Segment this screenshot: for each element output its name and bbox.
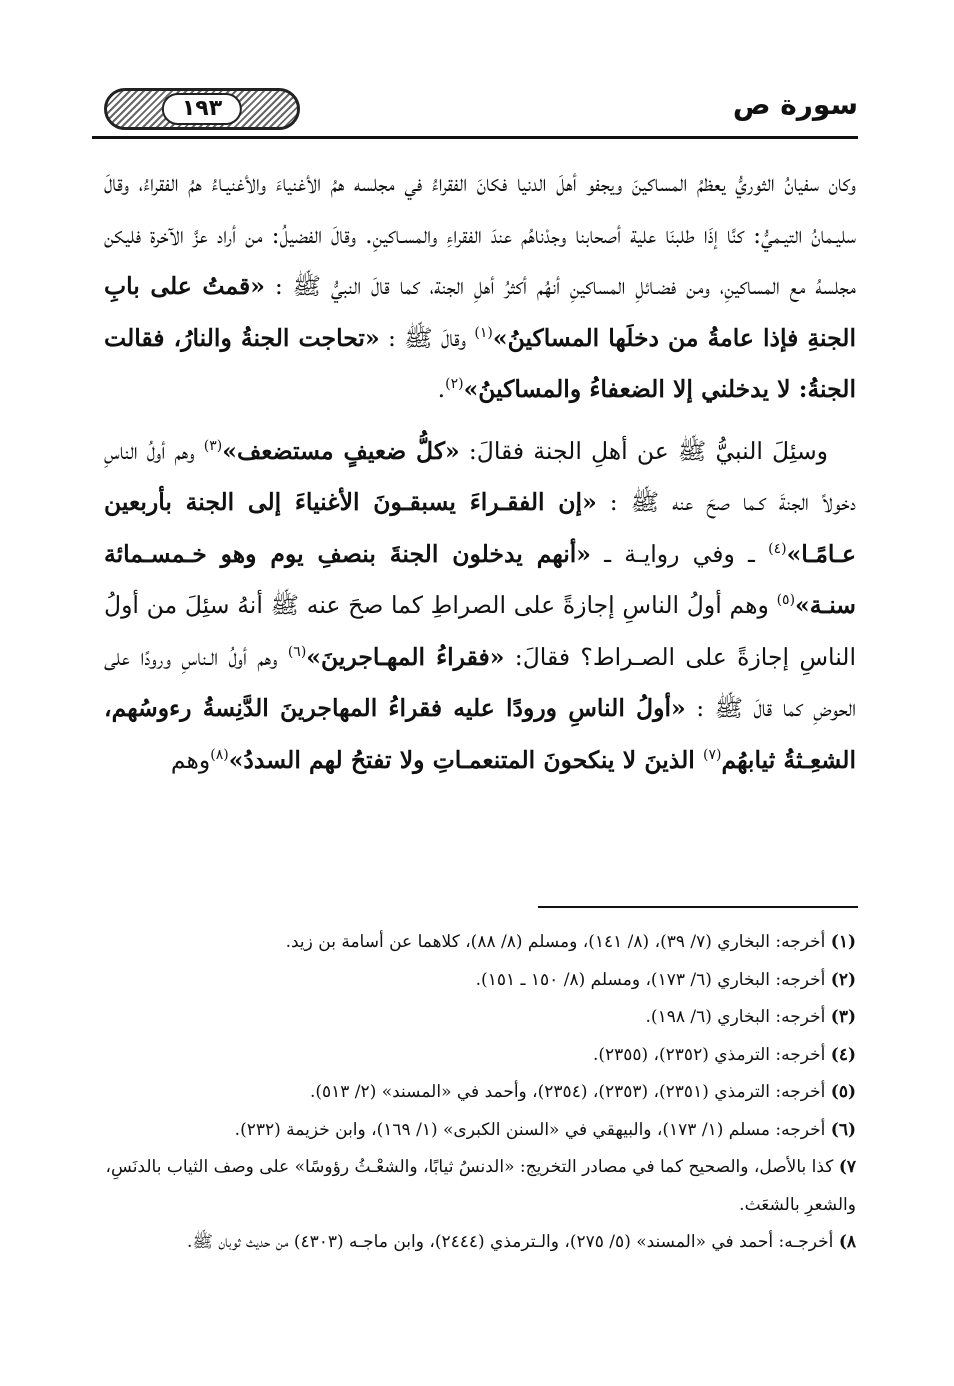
page-header bbox=[92, 84, 858, 140]
hadith-quote: «كلُّ ضعيفٍ مستضعف» bbox=[222, 436, 460, 465]
footnote-number: (٣) bbox=[830, 1007, 856, 1027]
footnote-number: (٢) bbox=[830, 969, 856, 990]
footnote-reference: (٣) bbox=[203, 437, 223, 454]
footnote bbox=[104, 924, 856, 962]
footnote bbox=[104, 1149, 856, 1224]
footnote-reference: (١) bbox=[474, 324, 493, 341]
footnote-text: كذا بالأصل، والصحيح كما في مصادر التخريج: «الدنسُ ثيابًا، والشعْـثُ رؤوسًا» على وصف الثياب بالدنَسِ، والشعرِ بالشعَث. bbox=[105, 1157, 856, 1215]
footnote-number: (٤) bbox=[830, 1044, 856, 1065]
hadith-quote: «فقراءُ المهـاجرينَ» bbox=[306, 642, 505, 671]
footnotes bbox=[104, 924, 856, 1262]
page-number: ١٩٣ bbox=[162, 93, 242, 125]
footnote-text: أخرجه: الترمذي (٢٣٥١)، (٢٣٥٣)، (٢٣٥٤)، وأحمد في «المسند» (٢/ ٥١٣). bbox=[309, 1082, 831, 1102]
footnote-number: ٨) bbox=[838, 1232, 856, 1252]
footnote-number: (٥) bbox=[830, 1082, 856, 1102]
footnote bbox=[104, 1074, 856, 1112]
text-segment: ـ وفي روايـة ـ bbox=[590, 539, 769, 568]
footnote-text: أخرجه: البخاري (٦/ ١٧٣)، ومسلم (٨/ ١٥٠ ـ ١٥١). bbox=[475, 969, 831, 990]
text-segment: وكان سفيانُ الثوريُّ يعظمُ المساكينَ ويجفو أهلَ الدنيا فكانَ الفقراءُ في مجلسه همُ الأغنياءَ والأغنيـاءُ همُ الفقراءُ، وقالَ سليـمانُ التيـميُّ: كنَّا إذَا طلبنَا علية أصحابنا وجدْناهُم عندَ الفقراءِ والمسـاكينِ. وقالَ الفضيلُ: من أراد عزَّ الآخرة فليكن مجلسهُ مع المساكينِ، ومن فضـائلِ المساكينِ أنهُم أكثرُ أهلِ الجنة، كما قالَ النبيُّ ﷺ : bbox=[104, 169, 856, 300]
text-segment: وهم أولُ الناسِ إجازةً على الصراطِ كما صحَ عنه ﷺ أنهُ سئِلَ من أولُ الناسِ إجازةً على الصـراط؟ فقالَ: bbox=[104, 591, 856, 671]
hadith-quote: «قمتُ على بابِ الجنةِ فإذا عامةُ من دخلَها المساكينُ» bbox=[104, 272, 856, 352]
footnote-reference: (٨) bbox=[210, 746, 229, 763]
footnote-reference: (٢) bbox=[445, 376, 464, 393]
footnote-number: (١) bbox=[830, 932, 856, 952]
footnote-number: (٦) bbox=[830, 1119, 856, 1140]
text-segment: . bbox=[437, 375, 446, 403]
footnote-reference: (٥) bbox=[776, 592, 796, 609]
footnote-text: أخرجه: البخاري (٦/ ١٩٨). bbox=[645, 1007, 831, 1027]
footnote bbox=[104, 999, 856, 1037]
footnote-text: أخرجـه: أحمد في «المسند» (٥/ ٢٧٥)، والـترمذي (٢٤٤٤)، وابن ماجـه (٤٣٠٣) من حديث ثوبان ﷺ. bbox=[186, 1232, 839, 1252]
footnote bbox=[104, 1112, 856, 1150]
hadith-quote: «إن الفقـراءَ يسبقـونَ الأغنياءَ إلى الجنة بأربعين عـامًـا» bbox=[104, 488, 856, 568]
paragraph bbox=[104, 426, 856, 787]
footnote bbox=[104, 1224, 856, 1262]
footnote-text: أخرجه: البخاري (٧/ ٣٩)، (٨/ ١٤١)، ومسلم (٨/ ٨٨)، كلاهما عن أسامة بن زيد. bbox=[285, 932, 831, 952]
text-segment: وهم bbox=[170, 745, 211, 774]
surah-title: سورة ص bbox=[732, 88, 858, 121]
text-segment: وقالَ ﷺ : bbox=[379, 323, 475, 352]
text-segment: وسئِلَ النبيُّ ﷺ عن أهلِ الجنة فقالَ: bbox=[459, 436, 828, 465]
footnote bbox=[104, 962, 856, 1000]
footnote-reference: (٧) bbox=[702, 746, 722, 763]
hadith-quote: الذينَ لا ينكحونَ المتنعمـاتِ ولا تفتحُ لهم السددُ» bbox=[228, 745, 703, 774]
header-divider bbox=[92, 136, 858, 139]
footnote-divider bbox=[538, 906, 858, 908]
page-number-badge bbox=[104, 88, 300, 130]
text-segment: وهم أولُ الناسِ دخولاً الجنةَ كـما صحَ عنه ﷺ : bbox=[104, 436, 856, 516]
footnote-reference: (٤) bbox=[768, 540, 787, 557]
footnote-text: أخرجه: مسلم (١/ ١٧٣)، والبيهقي في «السنن الكبرى» (١/ ١٦٩)، وابن خزيمة (٢٣٢). bbox=[234, 1119, 831, 1140]
footnote-text: أخرجه: الترمذي (٢٣٥٢)، (٢٣٥٥). bbox=[592, 1044, 831, 1065]
footnote-number: ٧) bbox=[838, 1157, 856, 1177]
hadith-quote: «أنهم يدخلون الجنةَ بنصفِ يوم وهو خـمسـمائة سنـة» bbox=[104, 539, 856, 619]
hadith-quote: «أولُ الناسِ ورودًا عليه فقراءُ المهاجرينَ الدَّنِسةُ رءوسُهم، الشعِـثةُ ثيابهُم bbox=[104, 694, 856, 774]
footnote-reference: (٦) bbox=[287, 643, 307, 660]
paragraph bbox=[104, 158, 856, 416]
main-text bbox=[104, 158, 856, 786]
text-segment: وهم أولُ الـناسِ ورودًا على الحوضِ كما قالَ ﷺ : bbox=[104, 642, 856, 722]
hadith-quote: «تحاجت الجنةُ والنارُ، فقالت الجنةُ: لا يدخلني إلا الضعفاءُ والمساكينُ» bbox=[104, 323, 856, 403]
footnote bbox=[104, 1037, 856, 1075]
